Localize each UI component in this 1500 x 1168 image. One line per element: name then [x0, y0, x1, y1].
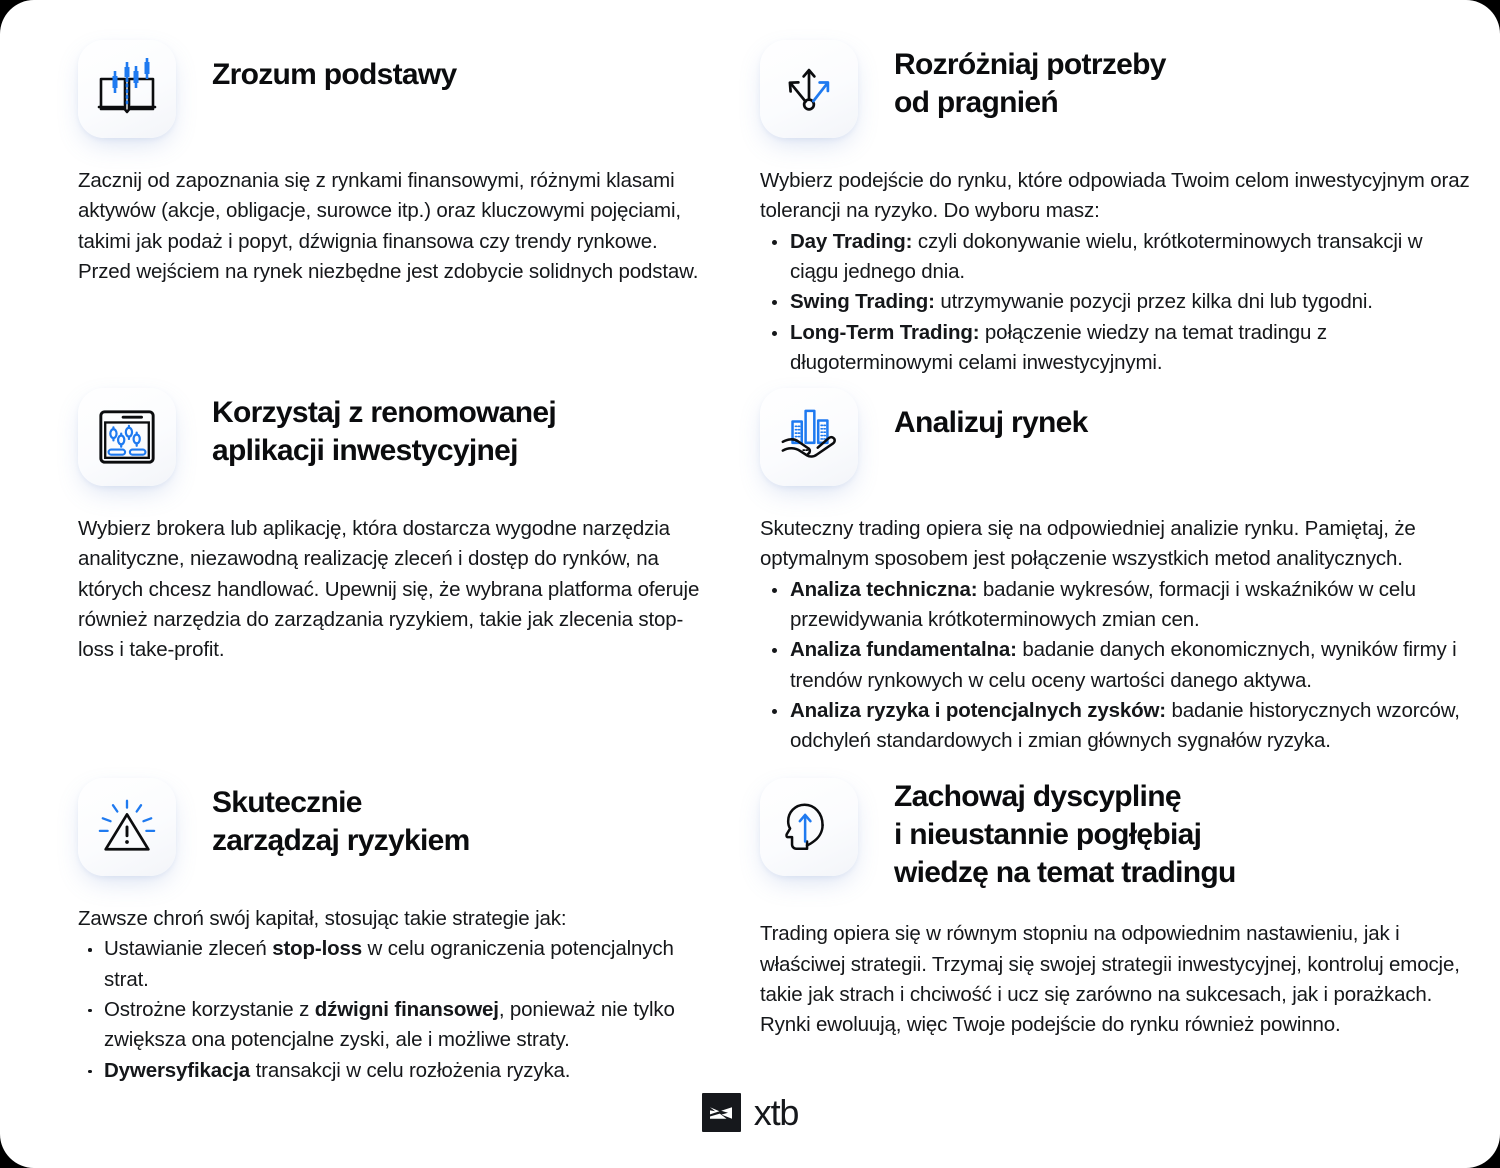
card-title-line-1: Skutecznie [212, 786, 362, 819]
bullet-rest: badanie danych ekonomicznych, wyników firmy i trendów rynkowych w celu oceny wartości danego aktywa. [790, 638, 1457, 692]
analysis-bullet-list [760, 575, 1470, 757]
card-title [212, 388, 556, 470]
warning-triangle-icon [78, 778, 176, 876]
card-zarzadzaj-ryzykiem [78, 778, 700, 1086]
bullet-rest: utrzymywanie pozycji przez kilka dni lub tygodni. [934, 290, 1373, 314]
card-title-line-3: wiedzę na temat tradingu [894, 855, 1236, 889]
card-intro: Zawsze chroń swój kapitał, stosując takie strategie jak: [78, 907, 567, 930]
card-title [212, 778, 470, 860]
card-body [760, 166, 1470, 378]
left-column [0, 0, 760, 1086]
list-item [760, 227, 1470, 288]
card-body [78, 904, 700, 1086]
list-item [760, 318, 1470, 379]
list-item [78, 995, 700, 1056]
bullet-bold: stop-loss [272, 937, 362, 961]
card-header [78, 40, 700, 138]
open-book-with-candlesticks-icon [78, 40, 176, 138]
bullet-bold: Analiza techniczna: [790, 577, 978, 601]
bullet-bold: Analiza ryzyka i potencjalnych zysków: [790, 698, 1166, 722]
bullet-rest: transakcji w celu rozłożenia ryzyka. [250, 1058, 571, 1082]
card-body [78, 514, 700, 666]
bullet-rest: badanie historycznych wzorców, odchyleń standardowych i zmian głównych sygnałów ryzyka. [790, 698, 1460, 753]
diverging-arrows-icon [760, 40, 858, 138]
card-header [760, 778, 1470, 891]
card-header [78, 778, 700, 876]
card-paragraph: Zacznij od zapoznania się z rynkami finansowymi, różnymi klasami aktywów (akcje, obligacje, surowce itp.) oraz kluczowymi pojęciami, takimi jak podaż i popyt, dźwignia finansowa czy trendy rynkowe. Przed wejściem na rynek niezbędne jest zdobycie solidnych podstaw. [78, 169, 699, 283]
list-item [760, 575, 1470, 636]
card-header [760, 388, 1470, 486]
head-profile-with-up-arrow-icon [760, 778, 858, 876]
list-item [760, 287, 1470, 317]
xtb-mark-icon [702, 1093, 741, 1132]
bullet-rest: badanie wykresów, formacji i wskaźników w celu przewidywania krótkoterminowych zmian cen. [790, 577, 1416, 631]
bullet-bold: dźwigni finansowej [314, 997, 499, 1021]
list-item [78, 934, 700, 995]
needs-bullet-list [760, 227, 1470, 379]
card-zachowaj-dyscypline [760, 778, 1470, 1041]
right-column [760, 0, 1500, 1086]
card-korzystaj-z-aplikacji [78, 388, 700, 776]
list-item [760, 696, 1470, 757]
card-title-line-1: Korzystaj z renomowanej [212, 396, 556, 429]
bullet-rest: połączenie wiedzy na temat tradingu z długoterminowymi celami inwestycyjnymi. [790, 320, 1327, 374]
card-title-line-2: zarządzaj ryzykiem [212, 823, 470, 857]
bullet-bold: Dywersyfikacja [104, 1058, 251, 1082]
card-title [894, 778, 1236, 891]
bullet-bold: Swing Trading: [790, 290, 935, 314]
card-title: Zrozum podstawy [212, 58, 457, 91]
list-item [78, 1056, 700, 1086]
card-title-line-1: Rozróżniaj potrzeby [894, 48, 1166, 81]
bullet-pre: Ustawianie zleceń [104, 937, 273, 961]
card-title: Analizuj rynek [894, 406, 1088, 439]
card-title [894, 40, 1166, 122]
card-rozrozniaj-potrzeby [760, 40, 1470, 380]
risk-bullet-list [78, 934, 700, 1086]
footer-logo [0, 1093, 1500, 1132]
card-body [760, 919, 1470, 1040]
bullet-bold: Analiza fundamentalna: [790, 638, 1017, 662]
card-title-line-2: i nieustannie pogłębiaj [894, 817, 1202, 851]
bullet-bold: Day Trading: [790, 229, 913, 253]
card-analizuj-rynek [760, 388, 1470, 776]
card-body [760, 514, 1470, 757]
tablet-trading-app-icon [78, 388, 176, 486]
bullet-bold: Long-Term Trading: [790, 320, 980, 344]
xtb-wordmark: xtb [753, 1091, 799, 1133]
card-paragraph: Trading opiera się w równym stopniu na odpowiednim nastawieniu, jak i właściwej strategii. Trzymaj się swojej strategii inwestycyjnej, kontroluj emocje, takie jak strach i chciwość i ucz się zarówno na sukcesach, jak i porażkach. Rynki ewoluują, więc Twoje podejście do rynku również powinno. [760, 922, 1460, 1037]
card-header [760, 40, 1470, 138]
hand-holding-buildings-icon [760, 388, 858, 486]
list-item [760, 635, 1470, 696]
card-intro: Wybierz podejście do rynku, które odpowiada Twoim celom inwestycyjnym oraz tolerancji na ryzyko. Do wyboru masz: [760, 169, 1470, 223]
bullet-rest: czyli dokonywanie wielu, krótkoterminowych transakcji w ciągu jednego dnia. [790, 229, 1423, 283]
card-paragraph: Wybierz brokera lub aplikację, która dostarcza wygodne narzędzia analityczne, niezawodną realizację zleceń i dostęp do rynków, na których chcesz handlować. Upewnij się, że wybrana platforma oferuje również narzędzia do zarządzania ryzykiem, takie jak zlecenia stop-loss i take-profit. [78, 517, 700, 662]
card-title-line-1: Zachowaj dyscyplinę [894, 780, 1181, 813]
card-zrozum-podstawy [78, 40, 700, 380]
card-title-line-2: od pragnień [894, 85, 1058, 119]
card-title-line-2: aplikacji inwestycyjnej [212, 433, 518, 467]
bullet-rest: w celu ograniczenia potencjalnych strat. [104, 937, 674, 991]
bullet-pre: Ostrożne korzystanie z [104, 997, 315, 1021]
card-body [78, 166, 700, 287]
card-intro: Skuteczny trading opiera się na odpowiedniej analizie rynku. Pamiętaj, że optymalnym sposobem jest połączenie wszystkich metod analitycznych. [760, 517, 1416, 571]
bullet-rest: , ponieważ nie tylko zwiększa ona potencjalne zyski, ale i możliwe straty. [104, 997, 675, 1052]
card-header [78, 388, 700, 486]
